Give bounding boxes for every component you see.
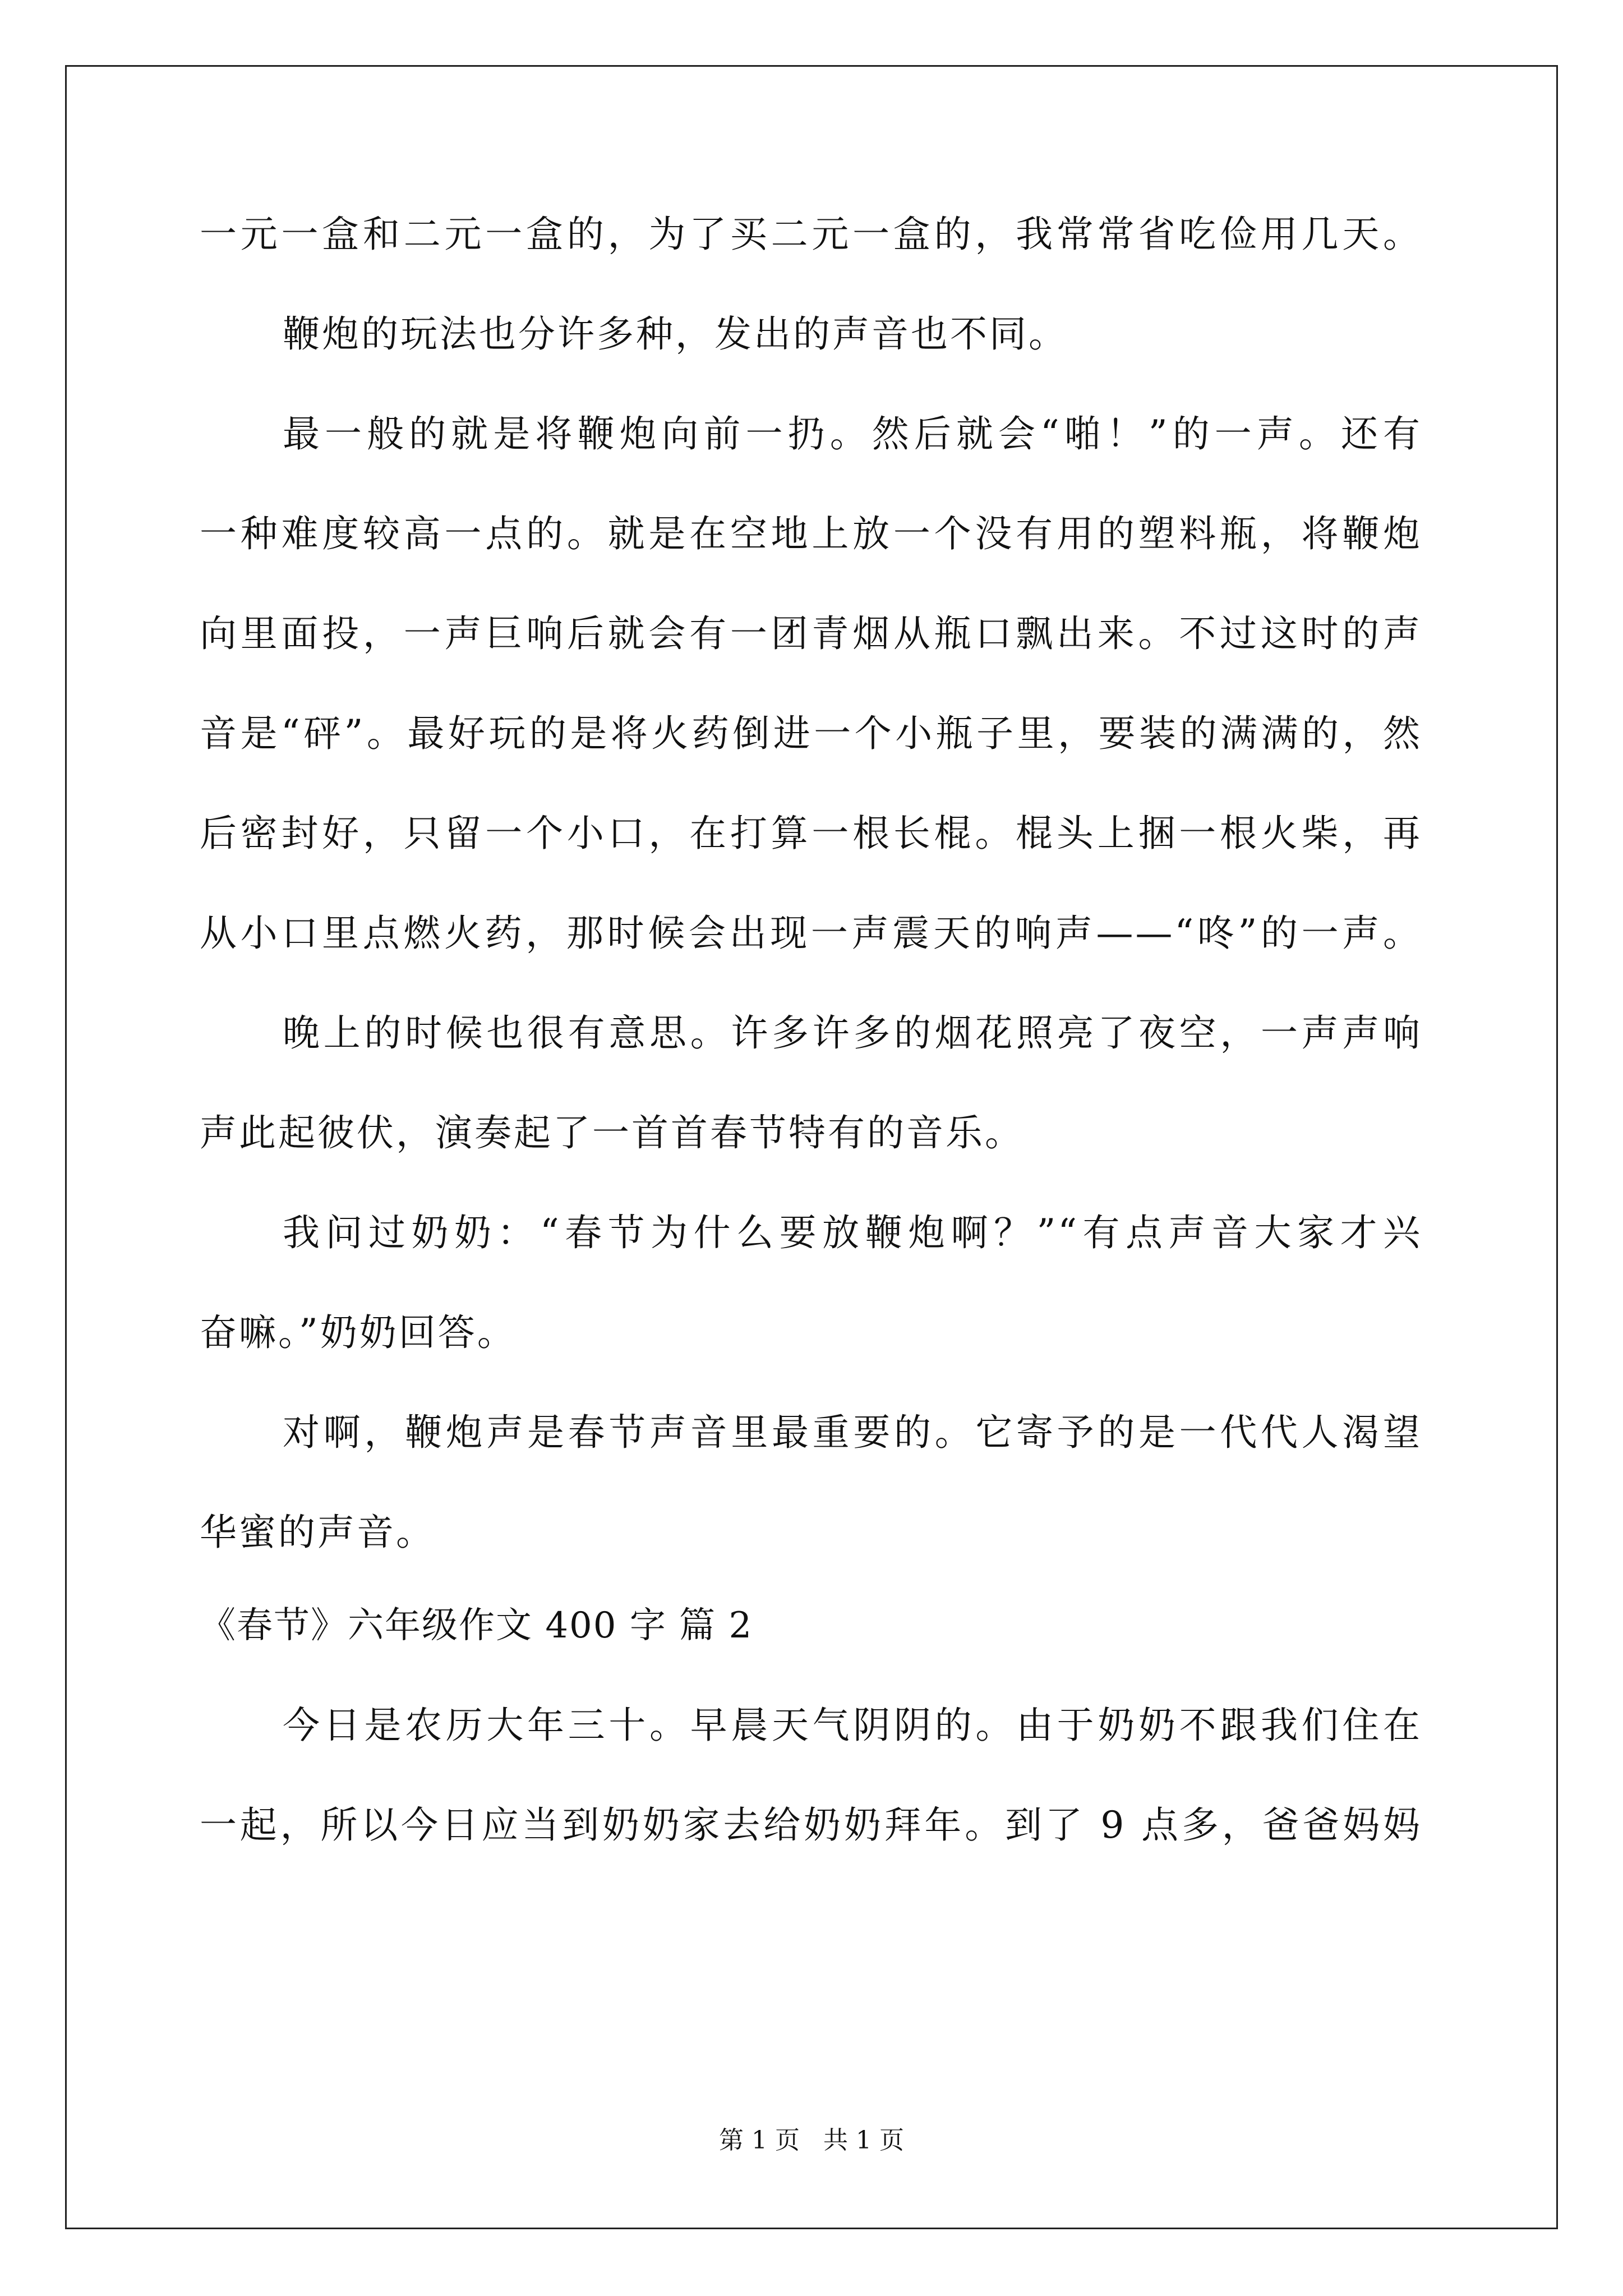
text-line: 一元一盒和二元一盒的，为了买二元一盒的，我常常省吃俭用几天。 xyxy=(200,213,1422,256)
page-number: 第 1 页 xyxy=(719,2126,800,2155)
text-line: 奋嘛。”奶奶回答。 xyxy=(200,1311,517,1354)
text-line: 最一般的就是将鞭炮向前一扔。然后就会“啪！”的一声。还有 xyxy=(283,412,1422,455)
text-line: 鞭炮的玩法也分许多种，发出的声音也不同。 xyxy=(283,312,1068,356)
text-line: 晚上的时候也很有意思。许多许多的烟花照亮了夜空，一声声响 xyxy=(283,1011,1422,1055)
text-line: 向里面投，一声巨响后就会有一团青烟从瓶口飘出来。不过这时的声 xyxy=(200,612,1422,655)
page-total: 共 1 页 xyxy=(823,2126,904,2155)
text-line: 今日是农历大年三十。早晨天气阴阴的。由于奶奶不跟我们住在 xyxy=(283,1704,1422,1747)
text-line: 一起，所以今日应当到奶奶家去给奶奶拜年。到了 9 点多，爸爸妈妈 xyxy=(200,1803,1422,1847)
page-footer xyxy=(0,2124,1623,2157)
section-heading: 《春节》六年级作文 400 字 篇 2 xyxy=(200,1605,753,1646)
text-line: 后密封好，只留一个小口，在打算一根长棍。棍头上捆一根火柴，再 xyxy=(200,812,1422,855)
text-line: 一种难度较高一点的。就是在空地上放一个没有用的塑料瓶，将鞭炮 xyxy=(200,512,1422,555)
text-line: 我问过奶奶：“春节为什么要放鞭炮啊？”“有点声音大家才兴 xyxy=(283,1211,1422,1254)
text-line: 音是“砰”。最好玩的是将火药倒进一个小瓶子里，要装的满满的，然 xyxy=(200,712,1422,755)
text-line: 华蜜的声音。 xyxy=(200,1511,435,1554)
text-line: 声此起彼伏，演奏起了一首首春节特有的音乐。 xyxy=(200,1111,1024,1154)
text-line: 对啊，鞭炮声是春节声音里最重要的。它寄予的是一代代人渴望 xyxy=(283,1411,1422,1454)
text-line: 从小口里点燃火药，那时候会出现一声震天的响声——“咚”的一声。 xyxy=(200,912,1422,955)
